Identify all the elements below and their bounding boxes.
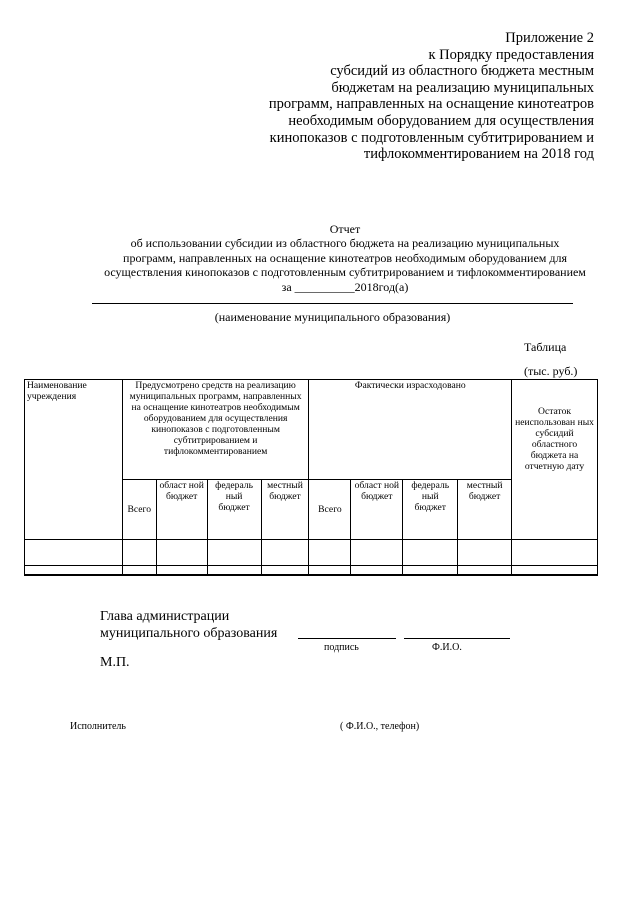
- sub-regional-actual: област ной бюджет: [351, 480, 403, 540]
- table-cell[interactable]: [207, 566, 261, 575]
- signature-head: [100, 609, 277, 642]
- sub-local-planned: местный бюджет: [261, 480, 309, 540]
- sub-federal-planned: федераль ный бюджет: [207, 480, 261, 540]
- head-title-line1: Глава администрации: [100, 609, 230, 624]
- appendix-header: [234, 30, 594, 163]
- report-title-block: [60, 222, 630, 294]
- table-cell[interactable]: [156, 540, 207, 566]
- appendix-line: необходимым оборудованием для осуществления: [288, 112, 594, 129]
- report-subtitle-line: программ, направленных на оснащение кинотеатров необходимым оборудованием для: [123, 250, 567, 265]
- stamp-place: М.П.: [100, 655, 130, 670]
- table-cell[interactable]: [351, 566, 403, 575]
- appendix-line: тифлокомментированием на 2018 год: [363, 146, 594, 163]
- table-cell[interactable]: [122, 540, 156, 566]
- table-cell[interactable]: [309, 540, 351, 566]
- table-cell[interactable]: [403, 540, 458, 566]
- report-subtitle-line: осуществления кинопоказов с подготовленным субтитрированием и тифлокомментированием: [104, 265, 586, 280]
- executor-caption: ( Ф.И.О., телефон): [340, 721, 420, 732]
- table-cell[interactable]: [403, 566, 458, 575]
- head-title-line2: муниципального образования: [100, 625, 278, 641]
- report-table: [24, 379, 598, 576]
- name-line[interactable]: [404, 638, 510, 639]
- table-cell[interactable]: [512, 566, 598, 575]
- table-units: (тыс. руб.): [524, 364, 578, 378]
- table-cell[interactable]: [351, 540, 403, 566]
- col-institution-header: Наименование учреждения: [25, 380, 123, 540]
- table-cell[interactable]: [122, 566, 156, 575]
- table-cell[interactable]: [25, 566, 123, 575]
- report-title: Отчет: [329, 222, 361, 236]
- sub-total-planned: Всего: [122, 480, 156, 540]
- sub-regional-planned: област ной бюджет: [156, 480, 207, 540]
- name-caption: Ф.И.О.: [432, 642, 462, 653]
- table-cell[interactable]: [156, 566, 207, 575]
- report-period: за __________2018год(а): [281, 279, 409, 294]
- appendix-line: программ, направленных на оснащение кинотеатров: [268, 96, 594, 113]
- table-cell[interactable]: [512, 540, 598, 566]
- municipality-caption: (наименование муниципального образования): [214, 310, 451, 324]
- appendix-line: кинопоказов с подготовленным субтитрированием и: [269, 129, 594, 146]
- table-cell[interactable]: [458, 566, 512, 575]
- sub-total-actual: Всего: [309, 480, 351, 540]
- table-cell[interactable]: [458, 540, 512, 566]
- appendix-line: к Порядку предоставления: [428, 46, 594, 63]
- executor-label: Исполнитель: [70, 721, 126, 732]
- col-actual-header: Фактически израсходовано: [309, 380, 512, 480]
- table-cell[interactable]: [207, 540, 261, 566]
- sub-federal-actual: федераль ный бюджет: [403, 480, 458, 540]
- appendix-line: Приложение 2: [505, 30, 594, 46]
- table-row: [25, 540, 598, 566]
- col-remainder-header: Остаток неиспользован ных субсидий областного бюджета на отчетную дату: [512, 380, 598, 540]
- table-cell[interactable]: [25, 540, 123, 566]
- report-subtitle-line: об использовании субсидии из областного бюджета на реализацию муниципальных: [130, 236, 560, 251]
- table-row: [25, 566, 598, 575]
- sub-local-actual: местный бюджет: [458, 480, 512, 540]
- table-label: Таблица: [524, 340, 567, 354]
- appendix-line: субсидий из областного бюджета местным: [330, 63, 594, 80]
- municipality-input-line[interactable]: [92, 303, 573, 304]
- appendix-line: бюджетам на реализацию муниципальных: [331, 79, 594, 96]
- signature-caption: подпись: [324, 642, 359, 653]
- col-planned-header: Предусмотрено средств на реализацию муниципальных программ, направленных на оснащение кинотеатров необходимым оборудованием для осуществления кинопоказов с подготовленным субтитрированием и тифлокомментированием: [122, 380, 309, 480]
- table-cell[interactable]: [261, 540, 309, 566]
- table-cell[interactable]: [261, 566, 309, 575]
- table-cell[interactable]: [309, 566, 351, 575]
- signature-line[interactable]: [298, 638, 396, 639]
